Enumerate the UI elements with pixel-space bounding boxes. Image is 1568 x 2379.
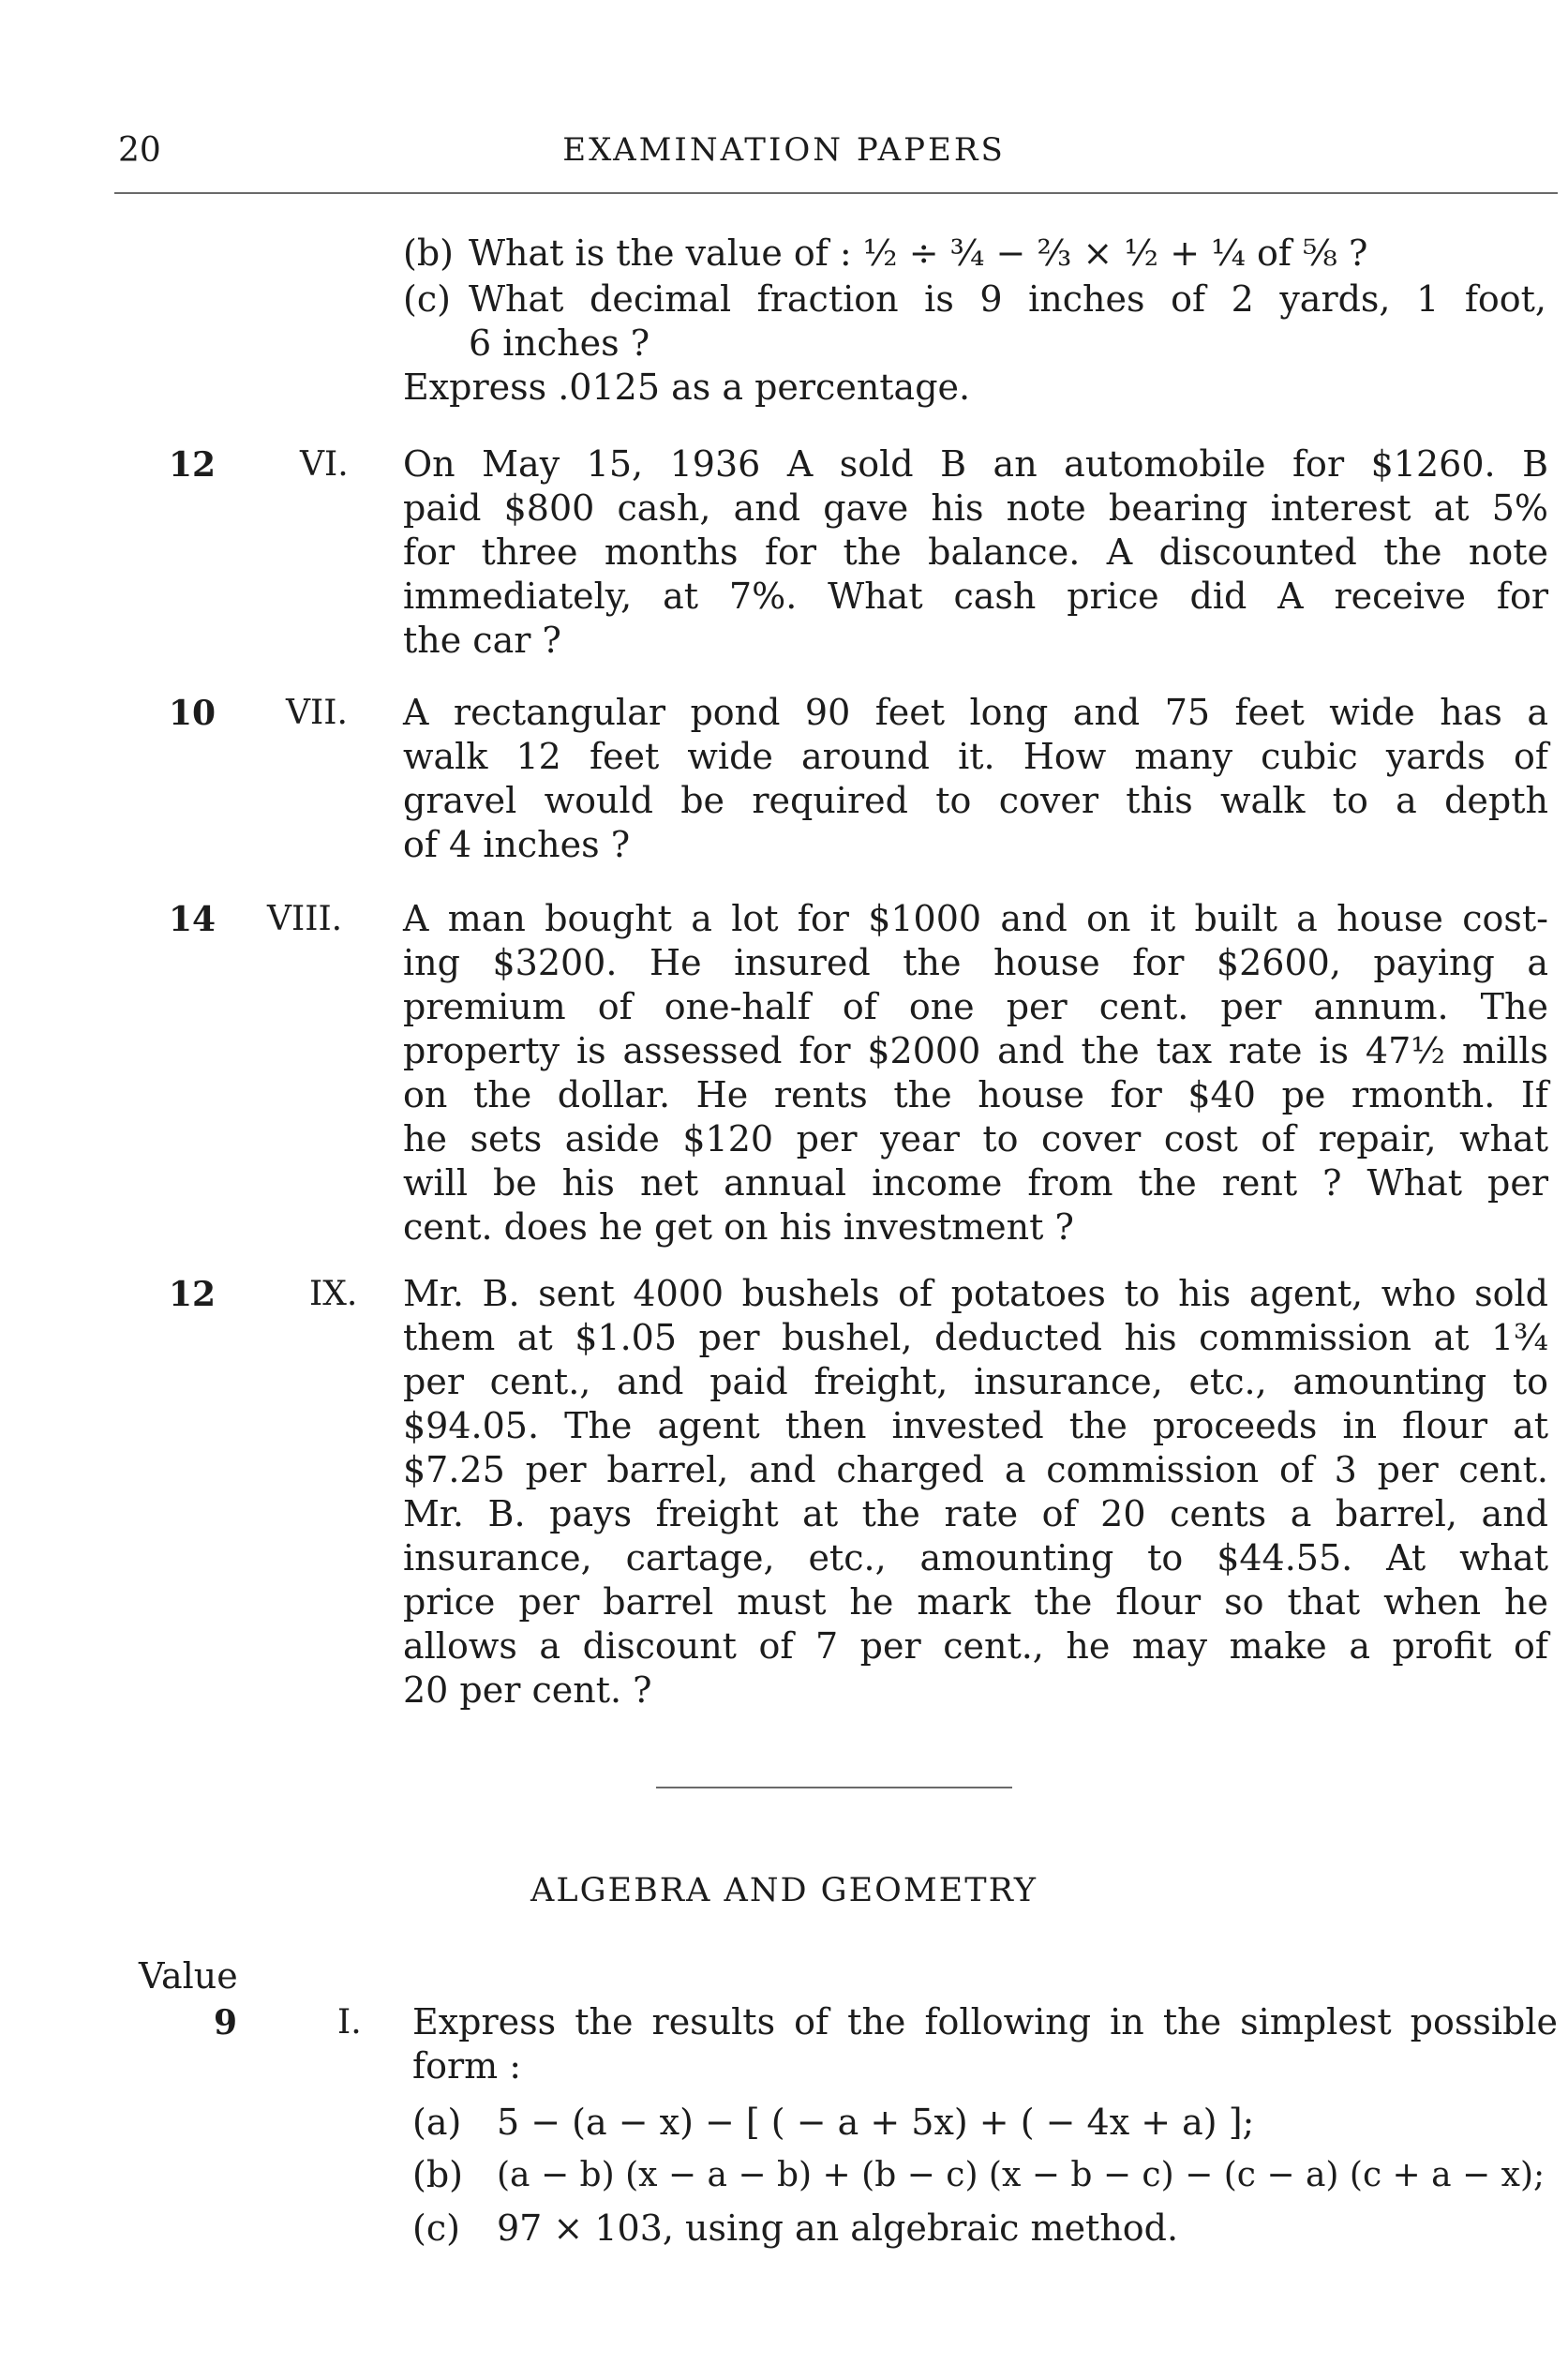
question-value: 12	[169, 445, 217, 485]
question-last-line: cent. does he get on his investment ?	[403, 1206, 1074, 1248]
question-line: gravel would be required to cover this walk to a depth	[403, 780, 1548, 821]
question-line: ing $3200. He insured the house for $2600, paying a	[403, 942, 1548, 983]
question-line: on the dollar. He rents the house for $40 pe rmonth. If	[403, 1074, 1548, 1115]
question-line: allows a discount of 7 per cent., he may make a profit of	[403, 1625, 1548, 1667]
question-line: per cent., and paid freight, insurance, etc., amounting to	[403, 1361, 1548, 1402]
question-numeral: VII.	[286, 694, 348, 732]
part-b-prefix: (b)	[412, 2154, 463, 2195]
item-c-prefix: (c)	[403, 278, 451, 320]
question-line: immediately, at 7%. What cash price did A receive for	[403, 576, 1548, 617]
question-line: $7.25 per barrel, and charged a commission of 3 per cent.	[403, 1449, 1548, 1490]
question-line: Mr. B. pays freight at the rate of 20 cents a barrel, and	[403, 1493, 1548, 1534]
question-line: A rectangular pond 90 feet long and 75 feet wide has a	[403, 692, 1548, 733]
question-line: Express the results of the following in the simplest possible	[412, 2001, 1558, 2042]
question-value: 9	[214, 2003, 238, 2042]
question-line: premium of one-half of one per cent. per annum. The	[403, 986, 1548, 1027]
part-a-expression: 5 − (a − x) − [ ( − a + 5x) + ( − 4x + a) ];	[497, 2102, 1255, 2143]
item-b-text: What is the value of : ½ ÷ ¾ − ⅔ × ½ + ¼ of ⅝ ?	[469, 232, 1368, 274]
question-line: for three months for the balance. A discounted the note	[403, 531, 1548, 573]
question-last-line: of 4 inches ?	[403, 824, 631, 865]
part-b-expression: (a − b) (x − a − b) + (b − c) (x − b − c) − (c − a) (c + a − x);	[497, 2156, 1546, 2194]
question-line: paid $800 cash, and gave his note bearing interest at 5%	[403, 487, 1548, 529]
question-value: 12	[169, 1275, 217, 1314]
question-numeral: VIII.	[267, 900, 343, 938]
question-value: 10	[169, 694, 217, 733]
question-last-line: 20 per cent. ?	[403, 1669, 652, 1711]
question-line: price per barrel must he mark the flour so that when he	[403, 1581, 1548, 1623]
header-rule	[114, 192, 1558, 194]
item-c-text: What decimal fraction is 9 inches of 2 yards, 1 foot,	[469, 278, 1546, 320]
question-numeral: I.	[337, 2003, 362, 2042]
question-line: walk 12 feet wide around it. How many cubic yards of	[403, 736, 1548, 777]
question-line: will be his net annual income from the rent ? What per	[403, 1162, 1548, 1204]
section-divider	[656, 1787, 1012, 1788]
part-c-prefix: (c)	[412, 2207, 460, 2249]
question-line: Mr. B. sent 4000 bushels of potatoes to his agent, who sold	[403, 1273, 1548, 1314]
item-b-prefix: (b)	[403, 232, 454, 274]
express-line: Express .0125 as a percentage.	[403, 367, 971, 408]
question-line: he sets aside $120 per year to cover cost of repair, what	[403, 1118, 1548, 1160]
question-line: On May 15, 1936 A sold B an automobile for $1260. B	[403, 443, 1548, 485]
question-last-line: the car ?	[403, 620, 561, 661]
question-line: insurance, cartage, etc., amounting to $44.55. At what	[403, 1537, 1548, 1579]
question-value: 14	[169, 900, 217, 939]
question-line: them at $1.05 per bushel, deducted his commission at 1¾	[403, 1317, 1548, 1358]
question-last-line: form :	[412, 2045, 522, 2087]
section-title: ALGEBRA AND GEOMETRY	[530, 1872, 1038, 1909]
page-number: 20	[118, 131, 161, 170]
question-numeral: IX.	[309, 1275, 358, 1313]
question-line: $94.05. The agent then invested the proceeds in flour at	[403, 1405, 1548, 1446]
running-title: EXAMINATION PAPERS	[562, 131, 1006, 169]
question-line: property is assessed for $2000 and the tax rate is 47½ mills	[403, 1030, 1548, 1071]
question-line: A man bought a lot for $1000 and on it built a house cost-	[403, 898, 1548, 939]
value-heading: Value	[139, 1955, 238, 1997]
part-a-prefix: (a)	[412, 2102, 462, 2143]
item-c-continuation: 6 inches ?	[469, 322, 650, 364]
part-c-text: 97 × 103, using an algebraic method.	[497, 2207, 1179, 2249]
question-numeral: VI.	[300, 445, 349, 484]
